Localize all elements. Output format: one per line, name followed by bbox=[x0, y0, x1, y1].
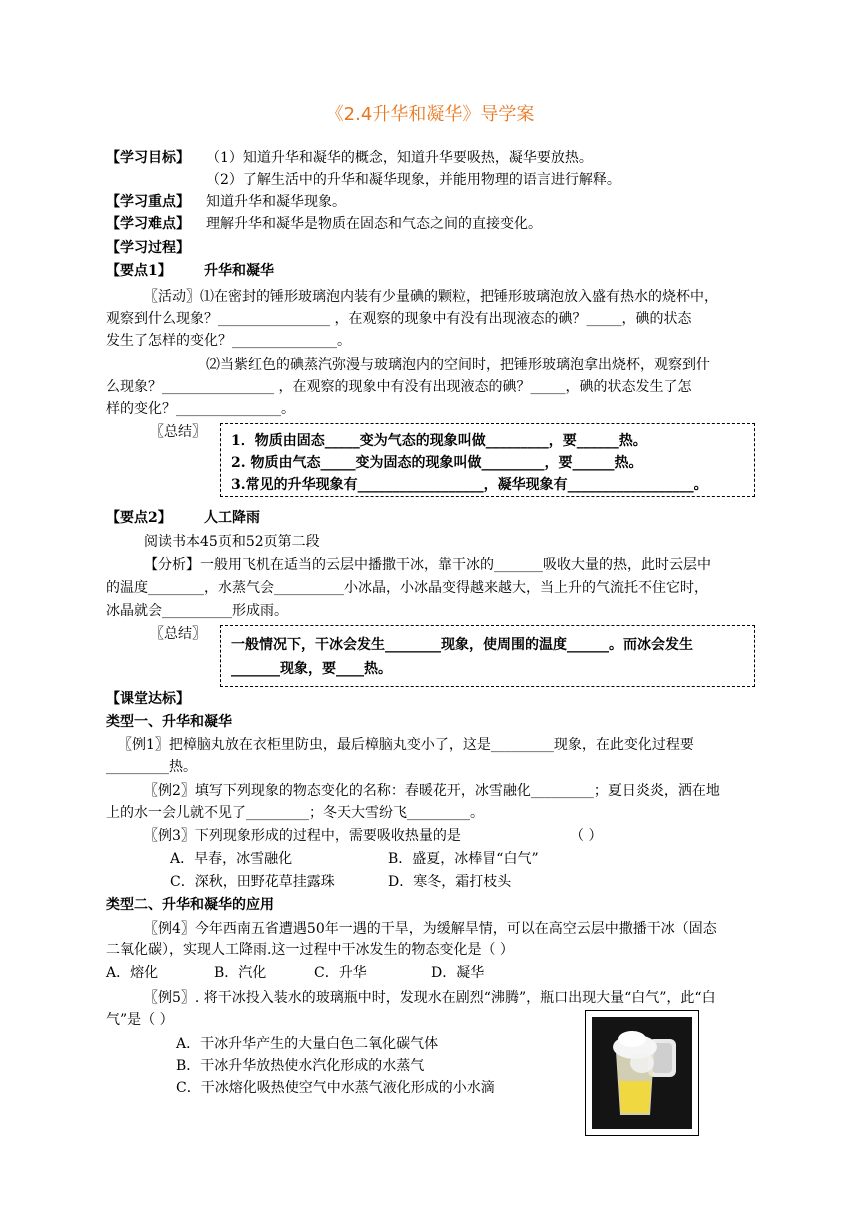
option-a: A．早春，冰雪融化 bbox=[170, 851, 293, 867]
option-a: A．干冰升华产生的大量白色二氧化碳气体 bbox=[176, 1036, 439, 1052]
objectives-label: 【学习目标】 bbox=[106, 150, 190, 166]
example-line: 〖例1〗把樟脑丸放在衣柜里防虫，最后樟脑丸变小了，这是_________现象，在此变化过程要 bbox=[118, 737, 694, 753]
example-line: 〖例3〗下列现象形成的过程中，需要吸收热量的是 bbox=[144, 828, 461, 844]
activity-line: 发生了怎样的变化？_______________。 bbox=[106, 333, 351, 349]
answer-paren: （ ） bbox=[570, 828, 603, 844]
activity-line: 么现象？________________ ，在观察的现象中有没有出现液态的碘？_____，碘的状态发生了怎 bbox=[106, 379, 692, 395]
summary-label: 〖总结〗 bbox=[150, 424, 206, 440]
option-a: A．熔化 bbox=[106, 965, 159, 981]
example-line: _________热。 bbox=[106, 759, 197, 775]
summary-line: 2. 物质由气态_____变为固态的现象叫做_________，要______热。 bbox=[231, 455, 643, 471]
process-label: 【学习过程】 bbox=[106, 240, 190, 256]
activity-line: ⑵当紫红色的碘蒸汽弥漫与玻璃泡内的空间时，把锤形玻璃泡拿出烧杯，观察到什 bbox=[206, 357, 710, 373]
option-c: C．升华 bbox=[314, 965, 367, 981]
type1-heading: 类型一、升华和凝华 bbox=[106, 714, 232, 730]
reading-note: 阅读书本45页和52页第二段 bbox=[144, 534, 320, 550]
keypoint-label: 【学习重点】 bbox=[106, 194, 190, 210]
point2-name: 人工降雨 bbox=[204, 510, 260, 526]
option-b: B．汽化 bbox=[214, 965, 267, 981]
example-line: 〖例2〗填写下列现象的物态变化的名称：春暖花开，冰雪融化_________；夏日炎炎，洒在地 bbox=[144, 783, 720, 799]
example-line: 气”是（ ） bbox=[106, 1012, 174, 1028]
example-line: 〖例4〗今年西南五省遭遇50年一遇的干旱，为缓解旱情，可以在高空云层中撒播干冰（固态 bbox=[144, 921, 717, 937]
point2-label: 【要点2】 bbox=[106, 510, 172, 526]
analysis-line: 的温度________，水蒸气会__________小冰晶，小冰晶变得越来越大，当上升的气流托不住它时， bbox=[106, 580, 708, 596]
summary-line: 1．物质由固态_____变为气态的现象叫做_________，要______热。 bbox=[231, 433, 647, 449]
difficulty-text: 理解升华和凝华是物质在固态和气态之间的直接变化。 bbox=[206, 216, 542, 232]
summary-line: 一般情况下，干冰会发生________现象，使周围的温度______。而冰会发生 bbox=[231, 637, 693, 653]
classwork-label: 【课堂达标】 bbox=[106, 691, 190, 707]
analysis-line: 【分析】一般用飞机在适当的云层中播撒干冰，靠干冰的_______吸收大量的热，此时云层中 bbox=[144, 557, 711, 573]
example-line: 〖例5〗. 将干冰投入装水的玻璃瓶中时，发现水在剧烈“沸腾”，瓶口出现大量“白气”，此“白 bbox=[144, 990, 716, 1006]
difficulty-label: 【学习难点】 bbox=[106, 216, 190, 232]
objective-1: （1）知道升华和凝华的概念，知道升华要吸热，凝华要放热。 bbox=[206, 150, 593, 166]
option-d: D．寒冬，霜打枝头 bbox=[388, 874, 512, 890]
keypoint-text: 知道升华和凝华现象。 bbox=[206, 194, 346, 210]
option-c: C．干冰熔化吸热使空气中水蒸气液化形成的小水滴 bbox=[176, 1080, 495, 1096]
summary-line: 3.常见的升华现象有__________________，凝华现象有__________________。 bbox=[231, 477, 708, 493]
page-title: 《2.4升华和凝华》导学案 bbox=[325, 104, 535, 125]
option-b: B．盛夏，冰棒冒“白气” bbox=[388, 851, 539, 867]
objective-2: （2）了解生活中的升华和凝华现象，并能用物理的语言进行解释。 bbox=[206, 172, 621, 188]
option-c: C．深秋，田野花草挂露珠 bbox=[170, 874, 335, 890]
summary-box bbox=[220, 625, 755, 687]
example-line: 二氧化碳），实现人工降雨.这一过程中干冰发生的物态变化是（ ） bbox=[106, 942, 514, 958]
activity-line: 〖活动〗⑴在密封的锤形玻璃泡内装有少量碘的颗粒，把锤形玻璃泡放入盛有热水的烧杯中， bbox=[144, 289, 718, 305]
type2-heading: 类型二、升华和凝华的应用 bbox=[106, 897, 274, 913]
analysis-line: 冰晶就会__________形成雨。 bbox=[106, 603, 288, 619]
point1-name: 升华和凝华 bbox=[204, 263, 274, 279]
point1-label: 【要点1】 bbox=[106, 263, 172, 279]
option-b: B．干冰升华放热使水汽化形成的水蒸气 bbox=[176, 1058, 425, 1074]
summary-box bbox=[220, 423, 755, 497]
dry-ice-bottle-photo bbox=[585, 1010, 699, 1136]
summary-line: _______现象，要____热。 bbox=[231, 661, 392, 677]
summary-label: 〖总结〗 bbox=[150, 626, 206, 642]
activity-line: 样的变化？_______________。 bbox=[106, 401, 295, 417]
example-line: 上的水一会儿就不见了_________；冬天大雪纷飞_________。 bbox=[106, 805, 484, 821]
activity-line: 观察到什么现象？________________ ，在观察的现象中有没有出现液态的碘？_____，碘的状态 bbox=[106, 311, 692, 327]
option-d: D．凝华 bbox=[431, 965, 485, 981]
